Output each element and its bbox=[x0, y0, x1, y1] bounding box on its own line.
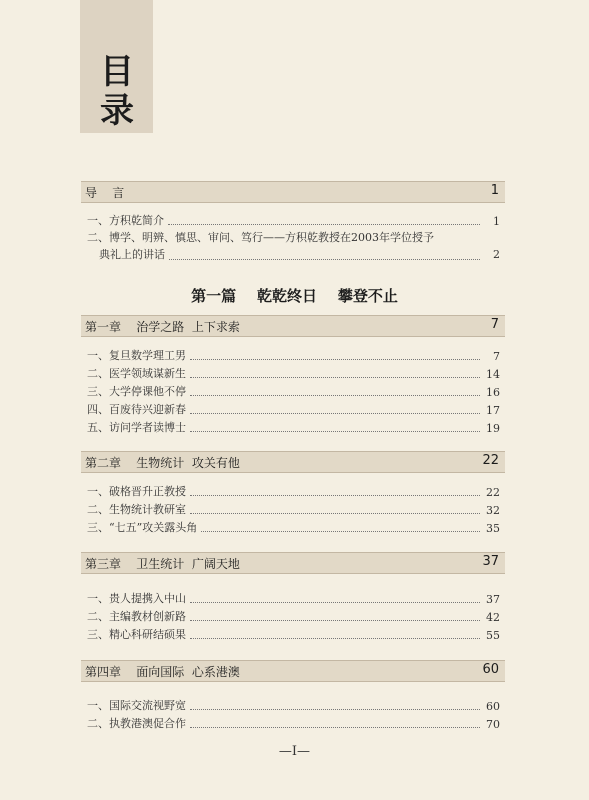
chapter-label: 第二章 生物统计 攻关有他 bbox=[85, 456, 240, 470]
entry-page: 17 bbox=[486, 404, 500, 417]
toc-entry[interactable] bbox=[87, 383, 500, 399]
chapter-bar[interactable] bbox=[81, 451, 505, 473]
entry-label: 一、方积乾简介 bbox=[87, 214, 164, 227]
entry-page: 70 bbox=[486, 718, 500, 731]
entry-page: 35 bbox=[486, 522, 500, 535]
toc-entry[interactable] bbox=[87, 519, 500, 535]
chapter-page: 22 bbox=[482, 453, 499, 468]
entry-page: 2 bbox=[493, 248, 500, 261]
entry-label: 二、医学领域谋新生 bbox=[87, 367, 186, 380]
leader-dots bbox=[190, 395, 480, 396]
entry-label-line2: 典礼上的讲话 bbox=[99, 248, 165, 261]
entry-label: 二、主编教材创新路 bbox=[87, 610, 186, 623]
chapter-page: 37 bbox=[482, 554, 499, 569]
entry-page: 16 bbox=[486, 386, 500, 399]
chapter-bar[interactable] bbox=[81, 315, 505, 337]
entry-label: 二、执教港澳促合作 bbox=[87, 717, 186, 730]
leader-dots bbox=[190, 727, 480, 728]
entry-page: 14 bbox=[486, 368, 500, 381]
toc-entry[interactable] bbox=[87, 212, 500, 228]
leader-dots bbox=[190, 638, 480, 639]
toc-entry[interactable] bbox=[87, 501, 500, 517]
leader-dots bbox=[190, 413, 480, 414]
entry-label: 一、国际交流视野宽 bbox=[87, 699, 186, 712]
entry-label: 三、精心科研结硕果 bbox=[87, 628, 186, 641]
toc-entry[interactable] bbox=[87, 347, 500, 363]
entry-label: 三、“七五”攻关露头角 bbox=[87, 521, 198, 534]
entry-label: 一、贵人提携入中山 bbox=[87, 592, 186, 605]
intro-section-bar[interactable] bbox=[81, 181, 505, 203]
entry-page: 42 bbox=[486, 611, 500, 624]
leader-dots bbox=[190, 709, 480, 710]
leader-dots bbox=[190, 359, 480, 360]
intro-label: 导 言 bbox=[85, 186, 125, 200]
chapter-bar[interactable] bbox=[81, 660, 505, 682]
part-title: 第一篇 乾乾终日 攀登不止 bbox=[191, 287, 398, 305]
toc-title-char-2: 录 bbox=[100, 91, 134, 131]
entry-label: 五、访问学者读博士 bbox=[87, 421, 186, 434]
entry-page: 60 bbox=[486, 700, 500, 713]
page-number: —I— bbox=[278, 744, 311, 759]
entry-page: 7 bbox=[493, 350, 500, 363]
entry-label: 一、破格晋升正教授 bbox=[87, 485, 186, 498]
leader-dots bbox=[190, 495, 480, 496]
entry-page: 1 bbox=[493, 215, 500, 228]
toc-entry[interactable] bbox=[87, 401, 500, 417]
leader-dots bbox=[190, 620, 480, 621]
entry-page: 19 bbox=[486, 422, 500, 435]
entry-label-line1: 二、博学、明辨、慎思、审问、笃行——方积乾教授在2003年学位授予 bbox=[87, 231, 434, 244]
toc-entry[interactable] bbox=[87, 483, 500, 499]
toc-entry[interactable] bbox=[87, 608, 500, 624]
leader-dots bbox=[190, 602, 480, 603]
entry-page: 32 bbox=[486, 504, 500, 517]
toc-entry[interactable] bbox=[87, 590, 500, 606]
entry-label: 二、生物统计教研室 bbox=[87, 503, 186, 516]
entry-page: 55 bbox=[486, 629, 500, 642]
toc-entry[interactable] bbox=[87, 715, 500, 731]
entry-label: 四、百废待兴迎新春 bbox=[87, 403, 186, 416]
chapter-label: 第四章 面向国际 心系港澳 bbox=[85, 665, 240, 679]
chapter-page: 60 bbox=[482, 662, 499, 677]
chapter-label: 第三章 卫生统计 广阔天地 bbox=[85, 557, 240, 571]
chapter-bar[interactable] bbox=[81, 552, 505, 574]
toc-entry[interactable] bbox=[87, 229, 500, 263]
toc-entry[interactable] bbox=[87, 419, 500, 435]
leader-dots bbox=[190, 431, 480, 432]
leader-dots bbox=[190, 513, 480, 514]
toc-title-char-1: 目 bbox=[100, 52, 134, 92]
intro-page: 1 bbox=[490, 183, 499, 198]
entry-page: 22 bbox=[486, 486, 500, 499]
leader-dots bbox=[169, 259, 480, 260]
chapter-label: 第一章 治学之路 上下求索 bbox=[85, 320, 240, 334]
chapter-page: 7 bbox=[490, 317, 499, 332]
leader-dots bbox=[190, 377, 480, 378]
toc-entry[interactable] bbox=[87, 697, 500, 713]
entry-label: 三、大学停课他不停 bbox=[87, 385, 186, 398]
toc-entry[interactable] bbox=[87, 365, 500, 381]
leader-dots bbox=[201, 531, 480, 532]
entry-page: 37 bbox=[486, 593, 500, 606]
entry-label: 一、复旦数学理工男 bbox=[87, 349, 186, 362]
toc-entry[interactable] bbox=[87, 626, 500, 642]
leader-dots bbox=[168, 224, 480, 225]
